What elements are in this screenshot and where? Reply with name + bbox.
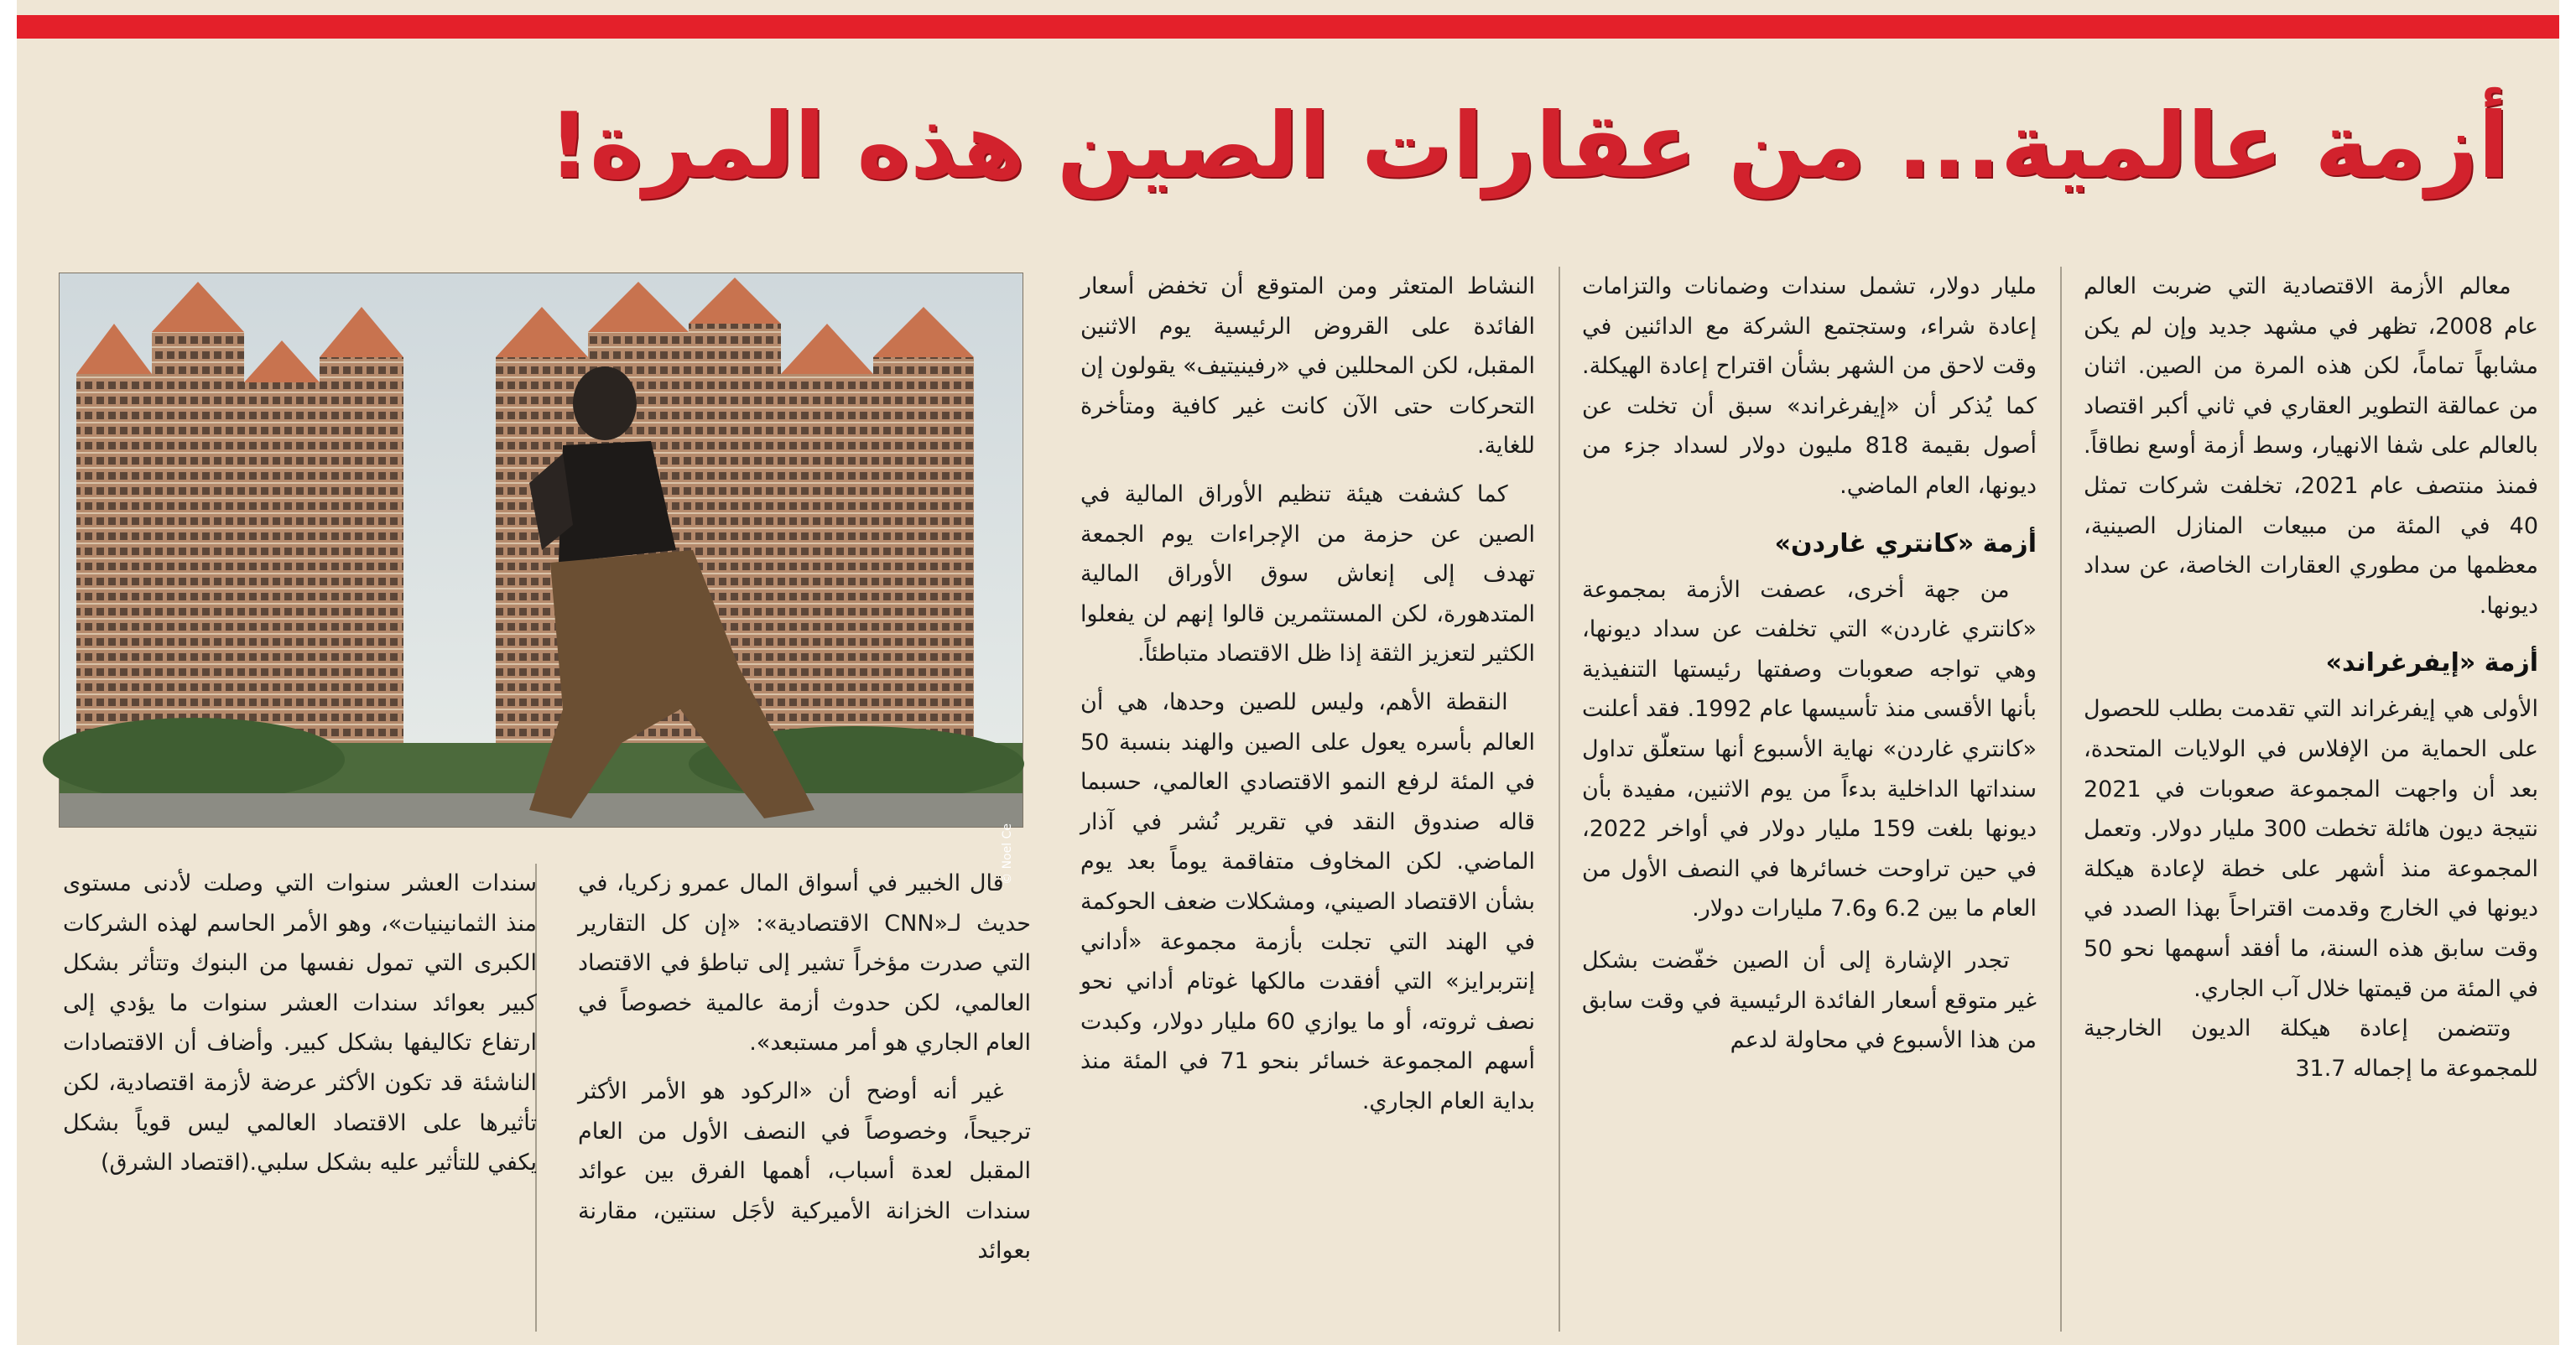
col2-paragraph-2: من جهة أخرى، عصفت الأزمة بمجموعة «كانتري غاردن» التي تخلفت عن سداد ديونها، وهي تواجه صعوبات وصفتها رئيستها التنفيذية بأنها الأقسى منذ تأسيسها عام 1992. فقد أعلنت «كانتري غاردن» نهاية الأسبوع أنها ستعلّق تداول سنداتها الداخلية بدءاً من يوم الاثنين، مفيدة بأن ديونها بلغت 159 مليار دولار في أواخر 2022، في حين تراوحت خسائرها في النصف الأول من العام ما بين 6.2 و7.6 مليارات دولار. — [1582, 576, 2037, 922]
article-column-5 — [63, 864, 537, 1183]
subheading-evergrande: أزمة «إيفرغراند» — [2325, 648, 2538, 678]
col4-paragraph-1: قال الخبير في أسواق المال عمرو زكريا، في حديث لـ«CNN الاقتصادية»: «إن كل التقارير التي صدرت مؤخراً تشير إلى تباطؤ في الاقتصاد العالمي، لكن حدوث أزمة عالمية خصوصاً في العام الجاري هو أمر مستبعد». — [578, 870, 1031, 1057]
col2-paragraph-3: تجدر الإشارة إلى أن الصين خفّضت بشكل غير متوقع أسعار الفائدة الرئيسية في وقت سابق من هذا الأسبوع في محاولة لدعم — [1582, 947, 2037, 1054]
article-column-4 — [578, 864, 1031, 1271]
col3-paragraph-3: النقطة الأهم، وليس للصين وحدها، هي أن العالم بأسره يعول على الصين والهند بنسبة 50 في المئة لرفع النمو الاقتصادي العالمي، حسبما قاله صندوق النقد في تقرير نُشر في آذار الماضي. لكن المخاوف متفاقمة يوماً بعد يوم بشأن الاقتصاد الصيني، ومشكلات ضعف الحوكمة في الهند التي تجلت بأزمة مجموعة «أداني إنتربرايز» التي أفقدت مالكها غوتام أداني نحو نصف ثروته، أو ما يوازي 60 مليار دولار، وكبدت أسهم المجموعة خسائر بنحو 71 في المئة منذ بداية العام الجاري. — [1080, 688, 1536, 1114]
col1-paragraph-1: معالم الأزمة الاقتصادية التي ضربت العالم عام 2008، تظهر في مشهد جديد وإن لم يكن مشابهاً تماماً، لكن هذه المرة من الصين. اثنان من عمالقة التطوير العقاري في ثاني أكبر اقتصاد بالعالم على شفا الانهيار، وسط أزمة أوسع نطاقاً. فمنذ منتصف عام 2021، تخلفت شركات تمثل 40 في المئة من مبيعات المنازل الصينية، معظمها من مطوري العقارات الخاصة، عن سداد ديونها. — [2084, 273, 2539, 619]
col3-paragraph-1: النشاط المتعثر ومن المتوقع أن تخفض أسعار الفائدة على القروض الرئيسية يوم الاثنين المقبل، لكن المحللين في «رفينيتيف» يقولون إن التحركات حتى الآن كانت غير كافية ومتأخرة للغاية. — [1080, 273, 1535, 460]
article-photo — [59, 273, 1023, 885]
newspaper-page — [17, 0, 2559, 1345]
column-divider — [2060, 267, 2062, 1332]
photo-credit: © Noel Ce — [1001, 823, 1014, 885]
column-divider — [1559, 267, 1560, 1332]
col3-paragraph-2: كما كشفت هيئة تنظيم الأوراق المالية في الصين عن حزمة من الإجراءات يوم الجمعة تهدف إلى إنعاش سوق الأوراق المالية المتدهورة، لكن المستثمرين قالوا إنهم لن يفعلوا الكثير لتعزيز الثقة إذا ظل الاقتصاد متباطئاً. — [1080, 480, 1535, 667]
col1-paragraph-2: الأولى هي إيفرغراند التي تقدمت بطلب للحصول على الحماية من الإفلاس في الولايات المتحدة، بعد أن واجهت المجموعة صعوبات في 2021 نتيجة ديون هائلة تخطت 300 مليار دولار. وتعمل المجموعة منذ أشهر على خطة لإعادة هيكلة ديونها في الخارج وقدمت اقتراحاً بهذا الصدد في وقت سابق هذه السنة، ما أفقد أسهمها نحو 50 في المئة من قيمتها خلال آب الجاري. — [2084, 696, 2538, 1002]
subheading-country-garden: أزمة «كانتري غاردن» — [1774, 528, 2037, 558]
article-column-3 — [1080, 267, 1535, 1121]
col4-paragraph-2: غير أنه أوضح أن «الركود هو الأمر الأكثر ترجيحاً، وخصوصاً في النصف الأول من العام المقبل لعدة أسباب، أهمها الفرق بين عوائد سندات الخزانة الأميركية لأجَل سنتين، مقارنة بعوائد — [578, 1078, 1031, 1265]
col2-paragraph-1: مليار دولار، تشمل سندات وضمانات والتزامات إعادة شراء، وستجتمع الشركة مع الدائنين في وقت لاحق من الشهر بشأن اقتراح إعادة الهيكلة. كما يُذكر أن «إيفرغراند» سبق أن تخلت عن أصول بقيمة 818 مليون دولار لسداد جزء من ديونها، العام الماضي. — [1582, 273, 2037, 499]
residential-towers-image — [60, 273, 1023, 827]
headline: أزمة عالمية... من عقارات الصين هذه المرة! — [548, 94, 2509, 199]
top-red-bar — [17, 15, 2559, 39]
col5-paragraph-1: سندات العشر سنوات التي وصلت لأدنى مستوى منذ الثمانينيات»، وهو الأمر الحاسم لهذه الشركات الكبرى التي تمول نفسها من البنوك وتتأثر بشكل كبير بعوائد سندات العشر سنوات ما يؤدي إلى ارتفاع تكاليفها بشكل كبير. وأضاف أن الاقتصادات الناشئة قد تكون الأكثر عرضة لأزمة اقتصادية، لكن تأثيرها على الاقتصاد العالمي ليس قوياً بشكل يكفي للتأثير عليه بشكل سلبي.(اقتصاد الشرق) — [63, 870, 537, 1176]
col1-paragraph-3: وتتضمن إعادة هيكلة الديون الخارجية للمجموعة ما إجماله 31.7 — [2084, 1015, 2538, 1082]
article-column-2 — [1582, 267, 2037, 1061]
article-column-1 — [2084, 267, 2538, 1088]
